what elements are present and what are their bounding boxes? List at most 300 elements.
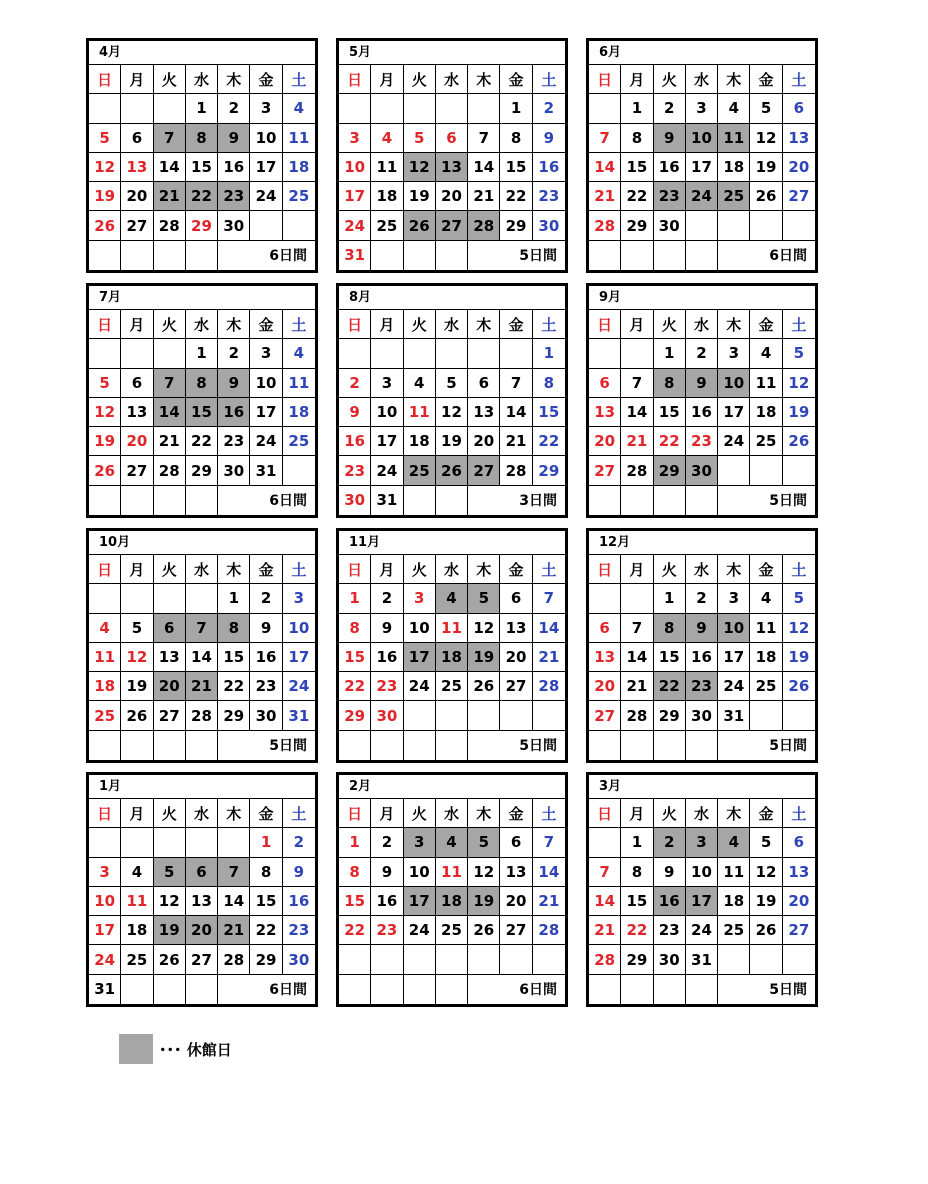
weekday-header: 金 xyxy=(500,65,532,94)
day-cell: 28 xyxy=(154,211,186,240)
empty-cell xyxy=(89,486,121,515)
day-cell: 20 xyxy=(589,427,621,456)
empty-cell xyxy=(121,94,153,123)
empty-cell xyxy=(283,211,315,240)
day-cell: 22 xyxy=(218,672,250,701)
closed-day-cell: 23 xyxy=(686,672,718,701)
day-cell: 1 xyxy=(654,339,686,368)
closed-day-cell: 8 xyxy=(186,124,218,153)
day-cell: 30 xyxy=(218,211,250,240)
day-cell: 18 xyxy=(283,153,315,182)
weekday-header: 土 xyxy=(283,65,315,94)
empty-cell xyxy=(436,731,468,760)
closed-day-cell: 6 xyxy=(154,614,186,643)
day-cell: 11 xyxy=(750,369,782,398)
day-cell: 13 xyxy=(121,153,153,182)
day-cell: 1 xyxy=(186,94,218,123)
day-cell: 26 xyxy=(750,182,782,211)
day-cell: 4 xyxy=(121,858,153,887)
day-cell: 15 xyxy=(250,887,282,916)
day-cell: 21 xyxy=(154,427,186,456)
day-cell: 12 xyxy=(468,858,500,887)
empty-cell xyxy=(404,945,436,974)
closed-day-cell: 18 xyxy=(436,887,468,916)
closed-day-cell: 3 xyxy=(404,828,436,857)
empty-cell xyxy=(154,828,186,857)
weekday-header: 月 xyxy=(371,799,403,828)
day-cell: 2 xyxy=(686,584,718,613)
closed-day-cell: 27 xyxy=(436,211,468,240)
empty-cell xyxy=(89,828,121,857)
month-title: 6月 xyxy=(589,41,815,65)
closed-day-cell: 8 xyxy=(654,614,686,643)
empty-cell xyxy=(468,94,500,123)
weekday-header: 日 xyxy=(339,799,371,828)
day-cell: 1 xyxy=(186,339,218,368)
month-calendar xyxy=(336,283,568,518)
day-cell: 3 xyxy=(718,339,750,368)
day-cell: 19 xyxy=(750,153,782,182)
day-cell: 18 xyxy=(718,153,750,182)
day-cell: 26 xyxy=(89,211,121,240)
day-cell: 18 xyxy=(89,672,121,701)
weekday-header: 木 xyxy=(718,799,750,828)
month-grid xyxy=(589,555,815,760)
empty-cell xyxy=(154,94,186,123)
weekday-header: 日 xyxy=(89,799,121,828)
closed-day-cell: 30 xyxy=(686,456,718,485)
day-cell: 6 xyxy=(783,94,815,123)
weekday-header: 木 xyxy=(468,555,500,584)
month-title: 5月 xyxy=(339,41,565,65)
empty-cell xyxy=(371,339,403,368)
day-cell: 26 xyxy=(783,427,815,456)
weekday-header: 火 xyxy=(154,65,186,94)
day-cell: 4 xyxy=(283,339,315,368)
day-cell: 7 xyxy=(533,828,565,857)
empty-cell xyxy=(404,486,436,515)
weekday-header: 火 xyxy=(654,310,686,339)
weekday-header: 水 xyxy=(686,310,718,339)
empty-cell xyxy=(250,211,282,240)
empty-cell xyxy=(654,731,686,760)
empty-cell xyxy=(371,94,403,123)
day-cell: 27 xyxy=(589,701,621,730)
closed-day-cell: 5 xyxy=(468,584,500,613)
day-cell: 13 xyxy=(121,398,153,427)
day-cell: 10 xyxy=(371,398,403,427)
month-calendar xyxy=(86,528,318,763)
day-cell: 8 xyxy=(500,124,532,153)
day-cell: 30 xyxy=(686,701,718,730)
weekday-header: 水 xyxy=(686,799,718,828)
legend xyxy=(119,1034,232,1064)
day-cell: 12 xyxy=(121,643,153,672)
day-cell: 25 xyxy=(436,916,468,945)
day-cell: 5 xyxy=(89,124,121,153)
weekday-header: 金 xyxy=(250,310,282,339)
weekday-header: 月 xyxy=(121,65,153,94)
day-cell: 20 xyxy=(783,887,815,916)
day-cell: 27 xyxy=(500,916,532,945)
closed-day-cell: 21 xyxy=(154,182,186,211)
month-calendar xyxy=(586,38,818,273)
day-cell: 21 xyxy=(589,916,621,945)
day-cell: 14 xyxy=(589,887,621,916)
day-cell: 19 xyxy=(783,643,815,672)
closed-day-cell: 9 xyxy=(686,614,718,643)
empty-cell xyxy=(121,486,153,515)
closed-day-cell: 8 xyxy=(654,369,686,398)
closed-day-cell: 10 xyxy=(686,124,718,153)
closed-day-cell: 9 xyxy=(686,369,718,398)
day-cell: 29 xyxy=(533,456,565,485)
day-cell: 29 xyxy=(621,945,653,974)
day-cell: 23 xyxy=(218,427,250,456)
month-title: 4月 xyxy=(89,41,315,65)
day-cell: 11 xyxy=(121,887,153,916)
closed-days-total: 5日間 xyxy=(769,493,807,510)
day-cell: 29 xyxy=(500,211,532,240)
day-cell: 20 xyxy=(589,672,621,701)
day-cell: 18 xyxy=(718,887,750,916)
closed-day-cell: 7 xyxy=(154,124,186,153)
day-cell: 23 xyxy=(654,916,686,945)
month-grid xyxy=(339,555,565,760)
weekday-header: 火 xyxy=(654,799,686,828)
day-cell: 3 xyxy=(250,94,282,123)
day-cell: 9 xyxy=(654,858,686,887)
closed-days-total: 6日間 xyxy=(519,982,557,999)
empty-cell xyxy=(686,211,718,240)
day-cell: 15 xyxy=(621,887,653,916)
weekday-header: 木 xyxy=(218,65,250,94)
weekday-header: 日 xyxy=(589,310,621,339)
weekday-header: 月 xyxy=(621,555,653,584)
day-cell: 5 xyxy=(783,584,815,613)
closed-day-cell: 17 xyxy=(404,643,436,672)
closed-day-cell: 7 xyxy=(218,858,250,887)
day-cell: 6 xyxy=(468,369,500,398)
day-cell: 1 xyxy=(500,94,532,123)
weekday-header: 火 xyxy=(154,799,186,828)
empty-cell xyxy=(186,584,218,613)
day-cell: 24 xyxy=(718,672,750,701)
closed-day-cell: 20 xyxy=(186,916,218,945)
day-cell: 10 xyxy=(89,887,121,916)
day-cell: 18 xyxy=(750,398,782,427)
weekday-header: 火 xyxy=(404,65,436,94)
day-cell: 21 xyxy=(621,672,653,701)
empty-cell xyxy=(783,211,815,240)
empty-cell xyxy=(89,731,121,760)
day-cell: 17 xyxy=(339,182,371,211)
weekday-header: 金 xyxy=(750,799,782,828)
empty-cell xyxy=(589,731,621,760)
weekday-header: 土 xyxy=(283,310,315,339)
weekday-header: 土 xyxy=(783,799,815,828)
weekday-header: 日 xyxy=(589,555,621,584)
empty-cell xyxy=(750,456,782,485)
empty-cell xyxy=(621,241,653,270)
weekday-header: 土 xyxy=(533,555,565,584)
empty-cell xyxy=(154,975,186,1004)
weekday-header: 木 xyxy=(718,555,750,584)
day-cell: 1 xyxy=(621,828,653,857)
day-cell: 12 xyxy=(89,398,121,427)
day-cell: 9 xyxy=(533,124,565,153)
day-cell: 26 xyxy=(121,701,153,730)
day-cell: 31 xyxy=(718,701,750,730)
day-cell: 13 xyxy=(589,398,621,427)
empty-cell xyxy=(621,486,653,515)
day-cell: 13 xyxy=(468,398,500,427)
day-cell: 5 xyxy=(404,124,436,153)
day-cell: 30 xyxy=(654,945,686,974)
day-cell: 18 xyxy=(404,427,436,456)
day-cell: 18 xyxy=(371,182,403,211)
day-cell: 24 xyxy=(718,427,750,456)
closed-day-cell: 26 xyxy=(436,456,468,485)
empty-cell xyxy=(436,94,468,123)
day-cell: 23 xyxy=(686,427,718,456)
month-grid xyxy=(89,555,315,760)
day-cell: 13 xyxy=(500,858,532,887)
day-cell: 15 xyxy=(654,643,686,672)
day-cell: 18 xyxy=(750,643,782,672)
day-cell: 4 xyxy=(750,584,782,613)
closed-day-cell: 6 xyxy=(186,858,218,887)
day-cell: 26 xyxy=(783,672,815,701)
day-cell: 25 xyxy=(89,701,121,730)
day-cell: 13 xyxy=(500,614,532,643)
empty-cell xyxy=(589,241,621,270)
empty-cell xyxy=(589,486,621,515)
day-cell: 22 xyxy=(621,182,653,211)
empty-cell xyxy=(718,456,750,485)
day-cell: 16 xyxy=(686,643,718,672)
closed-day-cell: 19 xyxy=(468,887,500,916)
day-cell: 11 xyxy=(436,858,468,887)
day-cell: 31 xyxy=(686,945,718,974)
day-cell: 10 xyxy=(404,858,436,887)
weekday-header: 火 xyxy=(654,555,686,584)
day-cell: 27 xyxy=(154,701,186,730)
day-cell: 25 xyxy=(283,427,315,456)
closed-day-cell: 13 xyxy=(436,153,468,182)
month-title: 7月 xyxy=(89,286,315,310)
empty-cell xyxy=(589,584,621,613)
closed-day-cell: 9 xyxy=(218,369,250,398)
day-cell: 6 xyxy=(500,584,532,613)
day-cell: 14 xyxy=(186,643,218,672)
empty-cell xyxy=(404,339,436,368)
closed-day-cell: 22 xyxy=(654,672,686,701)
weekday-header: 日 xyxy=(89,310,121,339)
day-cell: 11 xyxy=(89,643,121,672)
day-cell: 24 xyxy=(686,916,718,945)
day-cell: 18 xyxy=(121,916,153,945)
day-cell: 25 xyxy=(750,672,782,701)
day-cell: 24 xyxy=(404,672,436,701)
day-cell: 14 xyxy=(154,153,186,182)
empty-cell xyxy=(589,339,621,368)
day-cell: 2 xyxy=(371,828,403,857)
weekday-header: 水 xyxy=(686,555,718,584)
closed-day-cell: 27 xyxy=(468,456,500,485)
month-title: 8月 xyxy=(339,286,565,310)
day-cell: 23 xyxy=(533,182,565,211)
day-cell: 30 xyxy=(654,211,686,240)
day-cell: 14 xyxy=(621,398,653,427)
weekday-header: 水 xyxy=(186,555,218,584)
month-calendar xyxy=(586,772,818,1007)
day-cell: 3 xyxy=(404,584,436,613)
weekday-header: 日 xyxy=(589,65,621,94)
day-cell: 26 xyxy=(468,916,500,945)
day-cell: 16 xyxy=(218,153,250,182)
weekday-header: 月 xyxy=(371,65,403,94)
empty-cell xyxy=(468,701,500,730)
empty-cell xyxy=(686,975,718,1004)
day-cell: 30 xyxy=(533,211,565,240)
day-cell: 22 xyxy=(500,182,532,211)
closed-day-cell: 25 xyxy=(718,182,750,211)
empty-cell xyxy=(371,945,403,974)
day-cell: 24 xyxy=(283,672,315,701)
day-cell: 23 xyxy=(283,916,315,945)
day-cell: 28 xyxy=(154,456,186,485)
day-cell: 10 xyxy=(250,124,282,153)
month-grid xyxy=(339,799,565,1004)
empty-cell xyxy=(468,945,500,974)
day-cell: 20 xyxy=(500,643,532,672)
day-cell: 21 xyxy=(589,182,621,211)
day-cell: 8 xyxy=(621,124,653,153)
weekday-header: 火 xyxy=(404,555,436,584)
empty-cell xyxy=(436,486,468,515)
month-grid xyxy=(339,65,565,270)
day-cell: 15 xyxy=(533,398,565,427)
day-cell: 5 xyxy=(89,369,121,398)
weekday-header: 土 xyxy=(783,310,815,339)
empty-cell xyxy=(371,241,403,270)
empty-cell xyxy=(533,945,565,974)
day-cell: 22 xyxy=(186,427,218,456)
day-cell: 9 xyxy=(371,614,403,643)
day-cell: 27 xyxy=(783,182,815,211)
weekday-header: 水 xyxy=(186,65,218,94)
day-cell: 14 xyxy=(589,153,621,182)
empty-cell xyxy=(154,486,186,515)
day-cell: 9 xyxy=(371,858,403,887)
empty-cell xyxy=(154,241,186,270)
day-cell: 10 xyxy=(404,614,436,643)
empty-cell xyxy=(154,584,186,613)
day-cell: 20 xyxy=(783,153,815,182)
day-cell: 13 xyxy=(154,643,186,672)
day-cell: 14 xyxy=(218,887,250,916)
closed-day-cell: 17 xyxy=(404,887,436,916)
month-title: 10月 xyxy=(89,531,315,555)
weekday-header: 火 xyxy=(404,799,436,828)
day-cell: 21 xyxy=(533,887,565,916)
day-cell: 1 xyxy=(533,339,565,368)
day-cell: 5 xyxy=(121,614,153,643)
day-cell: 16 xyxy=(371,643,403,672)
closed-day-cell: 9 xyxy=(218,124,250,153)
empty-cell xyxy=(339,945,371,974)
empty-cell xyxy=(404,701,436,730)
day-cell: 5 xyxy=(436,369,468,398)
weekday-header: 火 xyxy=(404,310,436,339)
weekday-header: 金 xyxy=(750,555,782,584)
closed-day-cell: 23 xyxy=(654,182,686,211)
day-cell: 19 xyxy=(121,672,153,701)
day-cell: 5 xyxy=(750,94,782,123)
empty-cell xyxy=(533,701,565,730)
day-cell: 21 xyxy=(468,182,500,211)
day-cell: 9 xyxy=(339,398,371,427)
closed-day-cell: 3 xyxy=(686,828,718,857)
day-cell: 2 xyxy=(250,584,282,613)
day-cell: 25 xyxy=(121,945,153,974)
closed-day-cell: 16 xyxy=(654,887,686,916)
weekday-header: 日 xyxy=(339,310,371,339)
closed-day-cell: 8 xyxy=(218,614,250,643)
empty-cell xyxy=(371,975,403,1004)
empty-cell xyxy=(468,339,500,368)
empty-cell xyxy=(283,456,315,485)
day-cell: 19 xyxy=(750,887,782,916)
day-cell: 21 xyxy=(621,427,653,456)
day-cell: 15 xyxy=(339,643,371,672)
empty-cell xyxy=(339,731,371,760)
day-cell: 1 xyxy=(339,584,371,613)
empty-cell xyxy=(121,339,153,368)
weekday-header: 月 xyxy=(621,310,653,339)
empty-cell xyxy=(404,94,436,123)
weekday-header: 土 xyxy=(533,799,565,828)
day-cell: 11 xyxy=(283,124,315,153)
day-cell: 2 xyxy=(218,94,250,123)
empty-cell xyxy=(654,241,686,270)
empty-cell xyxy=(89,584,121,613)
day-cell: 3 xyxy=(371,369,403,398)
day-cell: 12 xyxy=(154,887,186,916)
month-grid xyxy=(339,310,565,515)
day-cell: 12 xyxy=(750,858,782,887)
month-title: 3月 xyxy=(589,775,815,799)
day-cell: 5 xyxy=(783,339,815,368)
month-title: 11月 xyxy=(339,531,565,555)
day-cell: 1 xyxy=(339,828,371,857)
day-cell: 27 xyxy=(121,211,153,240)
weekday-header: 水 xyxy=(686,65,718,94)
closed-day-cell: 14 xyxy=(154,398,186,427)
legend-text: ･･･ 休館日 xyxy=(159,1040,232,1059)
day-cell: 3 xyxy=(89,858,121,887)
day-cell: 4 xyxy=(283,94,315,123)
empty-cell xyxy=(154,731,186,760)
day-cell: 11 xyxy=(371,153,403,182)
closed-day-cell: 26 xyxy=(404,211,436,240)
day-cell: 12 xyxy=(783,614,815,643)
day-cell: 28 xyxy=(218,945,250,974)
empty-cell xyxy=(718,945,750,974)
weekday-header: 木 xyxy=(468,65,500,94)
day-cell: 3 xyxy=(339,124,371,153)
